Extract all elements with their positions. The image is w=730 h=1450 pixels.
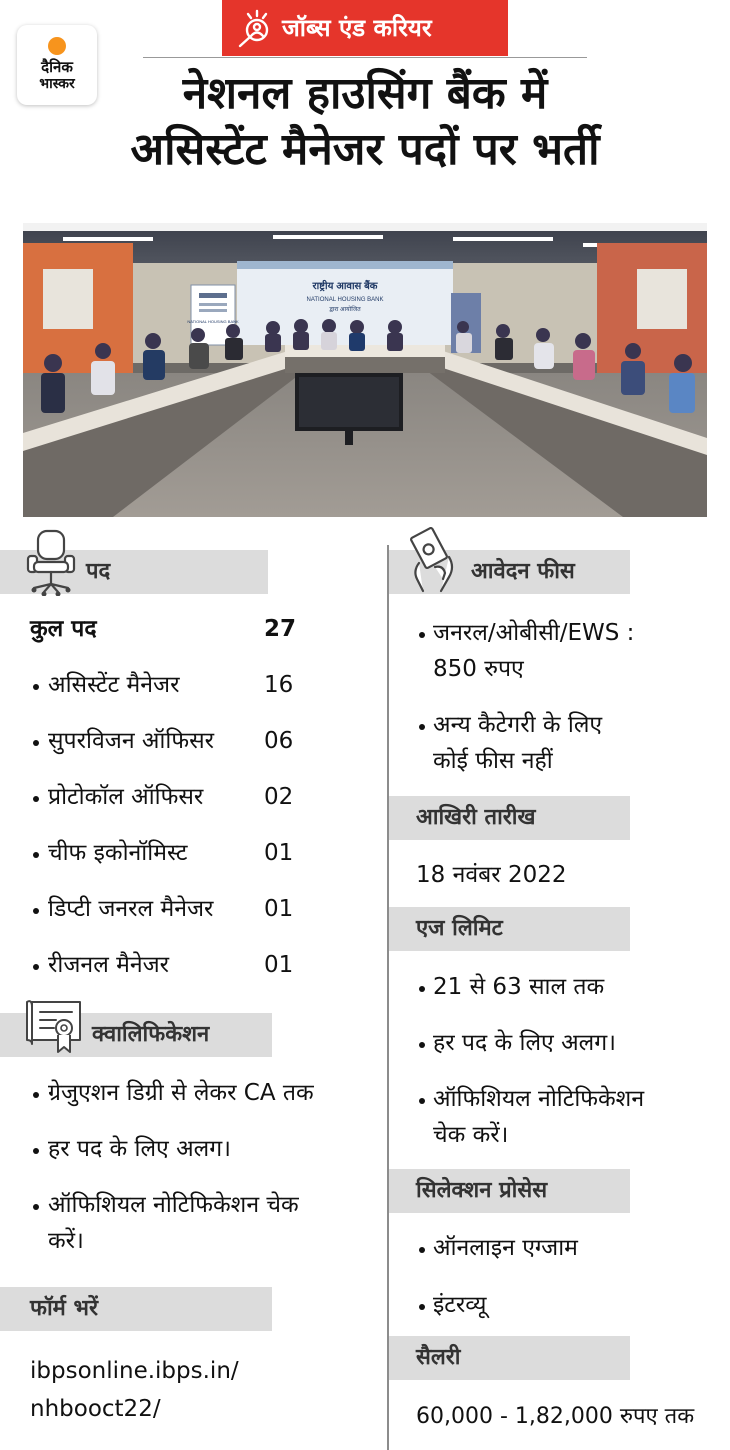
salary-heading: सैलरी <box>416 1345 461 1370</box>
last-date-heading: आखिरी तारीख <box>416 805 536 830</box>
list-item <box>389 972 730 1002</box>
fee-text-line2: 850 रुपए <box>433 656 524 682</box>
bullet-icon <box>419 986 425 992</box>
selection-heading: सिलेक्शन प्रोसेस <box>416 1178 548 1203</box>
magnifier-person-icon <box>232 8 278 48</box>
last-date-header <box>389 796 630 840</box>
post-row <box>0 726 386 756</box>
banner-text-3: द्वारा आयोजित <box>329 307 361 313</box>
title-line2: असिस्टेंट मैनेजर पदों पर भर्ती <box>130 124 600 175</box>
post-label: असिस्टेंट मैनेजर <box>48 672 180 698</box>
fee-heading: आवेदन फीस <box>471 559 575 584</box>
board-text: NATIONAL HOUSING BANK <box>187 319 239 324</box>
post-row <box>0 670 386 700</box>
age-text-line2: चेक करें। <box>433 1122 509 1148</box>
age-text: 21 से 63 साल तक <box>433 974 605 1000</box>
meeting-photo <box>23 223 707 517</box>
post-count: 02 <box>264 784 294 810</box>
post-label: चीफ इकोनॉमिस्ट <box>48 840 188 866</box>
list-item <box>389 710 730 778</box>
post-row <box>0 838 386 868</box>
salary-header <box>389 1336 630 1380</box>
form-link-line2[interactable]: nhbooct22/ <box>30 1396 161 1422</box>
bullet-icon <box>33 852 39 858</box>
bullet-icon <box>419 1304 425 1310</box>
list-item <box>389 1028 730 1058</box>
qualification-text: ग्रेजुएशन डिग्री से लेकर CA तक <box>48 1080 314 1106</box>
bullet-icon <box>33 964 39 970</box>
posts-heading: पद <box>86 559 111 584</box>
list-item <box>0 1134 386 1164</box>
category-label: जॉब्स एंड करियर <box>282 14 432 42</box>
list-item <box>0 1190 386 1260</box>
bullet-icon <box>419 1247 425 1253</box>
bullet-icon <box>33 1148 39 1154</box>
banner-text-1: राष्ट्रीय आवास बैंक <box>312 281 378 292</box>
header-rule <box>143 57 587 58</box>
form-header <box>0 1287 272 1331</box>
post-row <box>0 894 386 924</box>
selection-text: ऑनलाइन एग्जाम <box>433 1235 578 1261</box>
post-count: 01 <box>264 896 294 922</box>
bullet-icon <box>33 740 39 746</box>
age-heading: एज लिमिट <box>416 916 503 941</box>
hand-money-icon <box>405 527 461 593</box>
post-label: प्रोटोकॉल ऑफिसर <box>48 784 204 810</box>
brand-line2: भास्कर <box>39 76 75 92</box>
office-chair-icon <box>24 528 78 596</box>
bullet-icon <box>33 1092 39 1098</box>
title-line1: नेशनल हाउसिंग बैंक में <box>182 68 548 119</box>
bullet-icon <box>419 1042 425 1048</box>
list-item <box>389 1290 730 1320</box>
bullet-icon <box>33 908 39 914</box>
last-date-value: 18 नवंबर 2022 <box>416 862 567 888</box>
logo-sun-icon <box>48 37 66 55</box>
form-heading: फॉर्म भरें <box>30 1296 98 1321</box>
posts-total-value: 27 <box>264 616 297 642</box>
fee-text-line1: जनरल/ओबीसी/EWS : <box>433 620 635 646</box>
page-title <box>40 66 690 178</box>
form-link-line1[interactable]: ibpsonline.ibps.in/ <box>30 1358 239 1384</box>
selection-header <box>389 1169 630 1213</box>
age-header <box>389 907 630 951</box>
salary-value: 60,000 - 1,82,000 रुपए तक <box>416 1404 695 1429</box>
brand-line1: दैनिक <box>41 58 73 76</box>
post-row <box>0 782 386 812</box>
qualification-text-line1: ऑफिशियल नोटिफिकेशन चेक <box>48 1192 299 1218</box>
bullet-icon <box>33 1204 39 1210</box>
age-text-line1: ऑफिशियल नोटिफिकेशन <box>433 1086 645 1112</box>
age-text: हर पद के लिए अलग। <box>433 1030 616 1056</box>
post-count: 01 <box>264 840 294 866</box>
selection-text: इंटरव्यू <box>433 1292 487 1318</box>
post-count: 06 <box>264 728 294 754</box>
post-count: 16 <box>264 672 294 698</box>
qualification-heading: क्वालिफिकेशन <box>92 1022 210 1047</box>
list-item <box>389 618 730 686</box>
qualification-text: हर पद के लिए अलग। <box>48 1136 231 1162</box>
fee-text-line1: अन्य कैटेगरी के लिए <box>433 712 603 738</box>
bullet-icon <box>419 632 425 638</box>
bullet-icon <box>419 1098 425 1104</box>
post-label: रीजनल मैनेजर <box>48 952 170 978</box>
post-label: डिप्टी जनरल मैनेजर <box>48 896 214 922</box>
post-count: 01 <box>264 952 294 978</box>
banner-text-2: NATIONAL HOUSING BANK <box>306 297 384 303</box>
bullet-icon <box>419 724 425 730</box>
post-row <box>0 950 386 980</box>
posts-total-label: कुल पद <box>30 616 97 642</box>
category-banner <box>222 0 508 56</box>
list-item <box>0 1078 386 1108</box>
list-item <box>389 1233 730 1263</box>
certificate-icon <box>24 998 86 1056</box>
meeting-illustration <box>23 223 707 517</box>
fee-text-line2: कोई फीस नहीं <box>433 748 553 774</box>
list-item <box>389 1084 730 1152</box>
post-label: सुपरविजन ऑफिसर <box>48 728 215 754</box>
qualification-text-line2: करें। <box>48 1228 84 1254</box>
bullet-icon <box>33 684 39 690</box>
bullet-icon <box>33 796 39 802</box>
